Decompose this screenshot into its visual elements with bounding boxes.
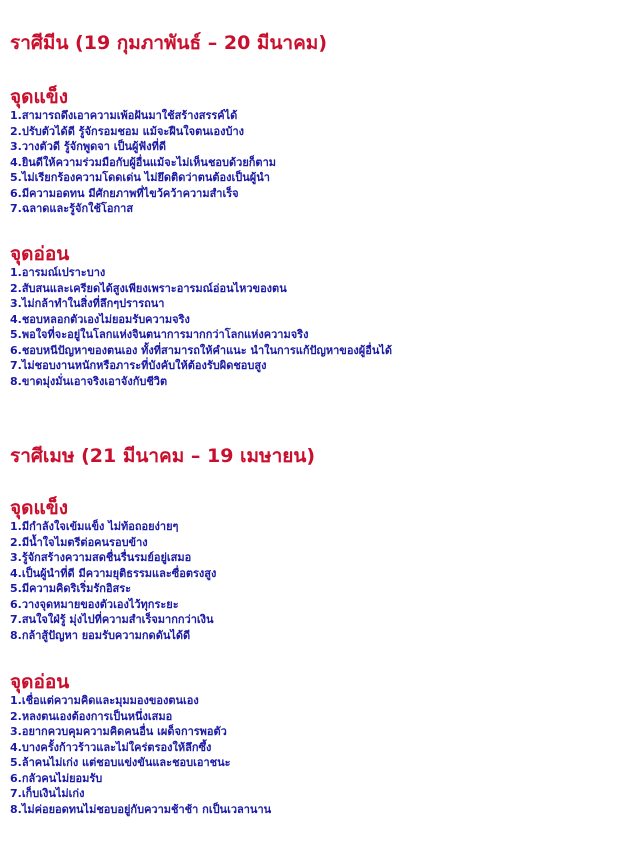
list-item: 8.ขาดมุ่งมั่นเอาจริงเอาจังกับชีวิต [10, 374, 168, 388]
aries-strengths-list [10, 519, 622, 643]
pisces-weaknesses-list [10, 265, 622, 389]
list-item: 6.มีความอดทน มีศักยภาพที่ไขว้คว้าความสำเร็จ [10, 186, 239, 200]
list-item: 1.อารมณ์เปราะบาง [10, 266, 106, 279]
list-item: 1.สามารถดึงเอาความเพ้อฝันมาใช้สร้างสรรค์ได้ [10, 109, 238, 122]
list-item: 7.ฉลาดและรู้จักใช้โอกาส [10, 202, 134, 215]
list-item: 2.หลงตนเองต้องการเป็นหนึ่งเสมอ [10, 709, 173, 723]
aries-strengths-heading: จุดแข็ง [10, 497, 68, 519]
aries-title: ราศีเมษ (21 มีนาคม – 19 เมษายน) [10, 445, 316, 467]
list-item: 2.มีน้ำใจไมตรีต่อคนรอบข้าง [10, 535, 148, 549]
list-item: 2.สับสนและเครียดได้สูงเพียงเพราะอารมณ์อ่อนไหวของตน [10, 281, 287, 295]
aries-weaknesses [10, 671, 622, 817]
list-item: 5.ล้าคนไม่เก่ง แต่ชอบแข่งขันและชอบเอาชนะ [10, 756, 231, 769]
list-item: 5.ไม่เรียกร้องความโดดเด่น ไม่ยึดติดว่าตนต้องเป็นผู้นำ [10, 171, 270, 184]
aries-strengths [10, 497, 622, 643]
aries-section [10, 444, 622, 468]
aries-weaknesses-list [10, 693, 622, 817]
list-item: 4.ชอบหลอกตัวเองไม่ยอมรับความจริง [10, 312, 190, 326]
list-item: 3.ไม่กล้าทำในสิ่งที่ลึกๆปรารถนา [10, 297, 165, 310]
list-item: 6.วางจุดหมายของตัวเองไว้ทุกระยะ [10, 597, 179, 611]
pisces-strengths-heading: จุดแข็ง [10, 86, 68, 108]
aries-weaknesses-heading: จุดอ่อน [10, 671, 70, 693]
pisces-strengths [10, 86, 622, 217]
list-item: 4.ยินดีให้ความร่วมมือกับผู้อื่นแม้จะไม่เห็นชอบด้วยก็ตาม [10, 155, 276, 169]
list-item: 7.เก็บเงินไม่เก่ง [10, 787, 85, 800]
pisces-strengths-list [10, 108, 622, 217]
pisces-weaknesses-heading: จุดอ่อน [10, 243, 70, 265]
list-item: 6.กลัวคนไม่ยอมรับ [10, 771, 103, 785]
list-item: 5.พอใจที่จะอยู่ในโลกแห่งจินตนาการมากกว่าโลกแห่งความจริง [10, 328, 309, 341]
list-item: 3.วางตัวดี รู้จักพูดจา เป็นผู้ฟังที่ดี [10, 140, 166, 153]
list-item: 7.สนใจใฝ่รู้ มุ่งไปที่ความสำเร็จมากกว่าเงิน [10, 613, 214, 626]
list-item: 5.มีความคิดริเริ่มรักอิสระ [10, 582, 132, 595]
list-item: 8.ไม่ค่อยอดทนไม่ชอบอยู่กับความช้าช้า กเป็นเวลานาน [10, 802, 272, 816]
list-item: 7.ไม่ชอบงานหนักหรือภาระที่บังคับให้ต้องรับผิดชอบสูง [10, 359, 267, 372]
pisces-section [10, 31, 622, 55]
list-item: 3.รู้จักสร้างความสดชื่นรื่นรมย์อยู่เสมอ [10, 551, 192, 564]
pisces-title: ราศีมีน (19 กุมภาพันธ์ – 20 มีนาคม) [10, 32, 328, 54]
pisces-weaknesses [10, 243, 622, 389]
list-item: 1.มีกำลังใจเข้มแข็ง ไม่ท้อถอยง่ายๆ [10, 520, 179, 533]
list-item: 2.ปรับตัวได้ดี รู้จักรอมชอม แม้จะฝืนใจตนเองบ้าง [10, 124, 245, 138]
list-item: 8.กล้าสู้ปัญหา ยอมรับความกดดันได้ดี [10, 628, 191, 642]
list-item: 3.อยากควบคุมความคิดคนอื่น เผด็จการพอตัว [10, 725, 227, 738]
list-item: 4.บางครั้งก้าวร้าวและไม่ใคร่ตรองให้ลึกซึ้ง [10, 740, 212, 754]
list-item: 1.เชื่อแต่ความคิดและมุมมองของตนเอง [10, 694, 199, 707]
list-item: 6.ชอบหนีปัญหาของตนเอง ทั้งที่สามารถให้คำแนะ นำในการแก้ปัญหาของผู้อื่นได้ [10, 343, 393, 357]
list-item: 4.เป็นผู้นำที่ดี มีความยุติธรรมและซื่อตรงสูง [10, 566, 217, 580]
